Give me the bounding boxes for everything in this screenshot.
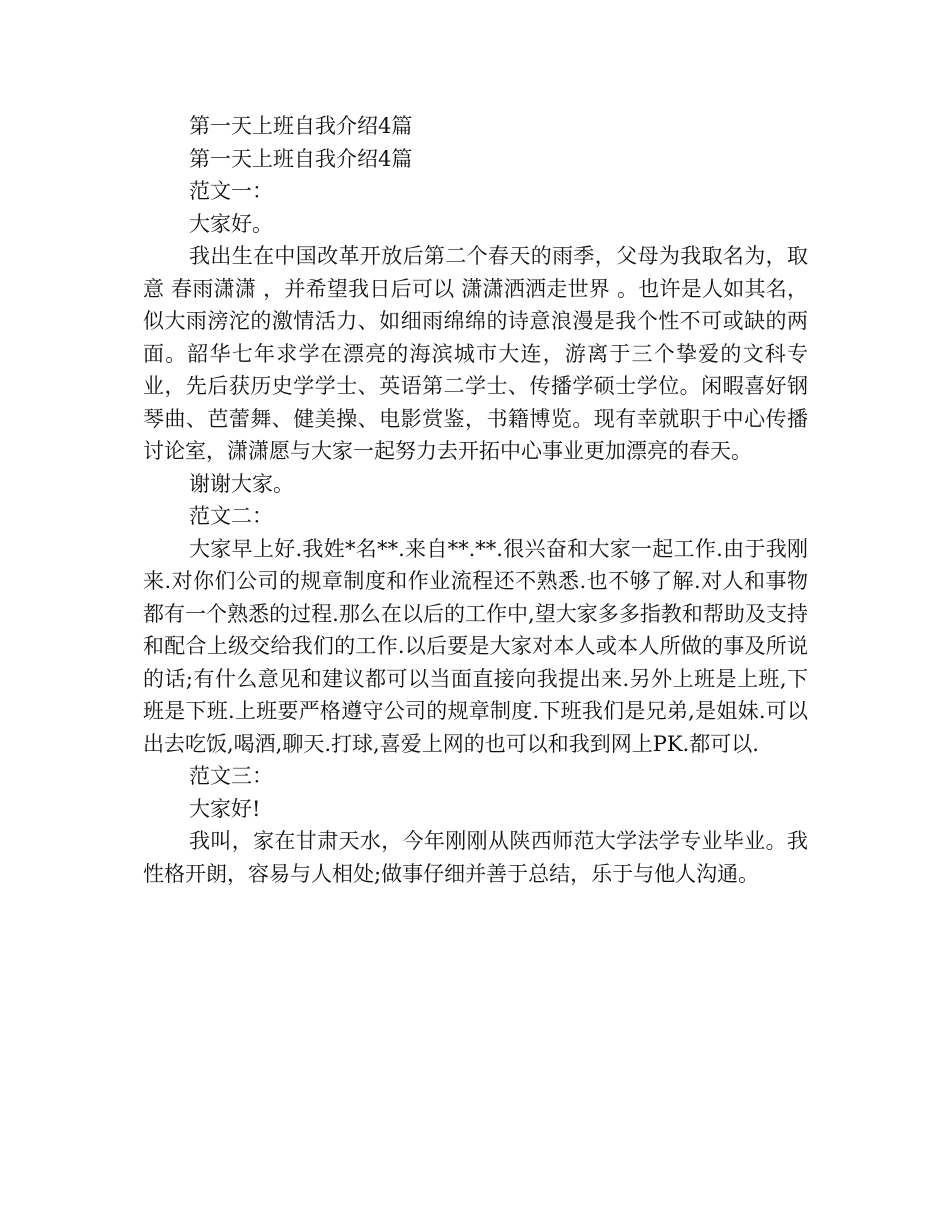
paragraph-greeting-3: 大家好! <box>189 796 261 821</box>
paragraph-body-2: 大家早上好.我姓*名**.来自**.**.很兴奋和大家一起工作.由于我刚来.对你们公司的规章制度和作业流程还不熟悉.也不够了解.对人和事物都有一个熟悉的过程.那么在以后的工作中,望大家多多指教和帮助及支持和配合上级交给我们的工作.以后要是大家对本人或本人所做的事及所说的话;有什么意见和建议都可以当面直接向我提出来.另外上班是上班,下班是下班.上班要严格遵守公司的规章制度.下班我们是兄弟,是姐妹.可以出去吃饭,喝酒,聊天.打球,喜爱上网的也可以和我到网上PK.都可以. <box>143 536 808 756</box>
document-subtitle: 第一天上班自我介绍4篇 <box>189 146 413 171</box>
sample-heading-2: 范文二： <box>189 504 273 528</box>
paragraph-body-1: 我出生在中国改革开放后第二个春天的雨季，父母为我取名为，取意 春雨潇潇 ，并希望我日后可以 潇潇洒洒走世界 。也许是人如其名，似大雨滂沱的激情活力、如细雨绵绵的诗意浪漫是我个性不可或缺的两面。韶华七年求学在漂亮的海滨城市大连，游离于三个挚爱的文科专业，先后获历史学学士、英语第二学士、传播学硕士学位。闲暇喜好钢琴曲、芭蕾舞、健美操、电影赏鉴，书籍博览。现有幸就职于中心传播讨论室，潇潇愿与大家一起努力去开拓中心事业更加漂亮的春天。 <box>143 244 808 463</box>
document-title: 第一天上班自我介绍4篇 <box>189 114 413 138</box>
paragraph-body-3: 我叫，家在甘肃天水，今年刚刚从陕西师范大学法学专业毕业。我性格开朗，容易与人相处;做事仔细并善于总结，乐于与他人沟通。 <box>143 829 808 886</box>
paragraph-closing-1: 谢谢大家。 <box>189 471 294 496</box>
document-body <box>143 110 808 890</box>
paragraph-greeting-1: 大家好。 <box>189 211 273 236</box>
sample-heading-1: 范文一： <box>189 179 273 203</box>
sample-heading-3: 范文三： <box>189 764 273 788</box>
